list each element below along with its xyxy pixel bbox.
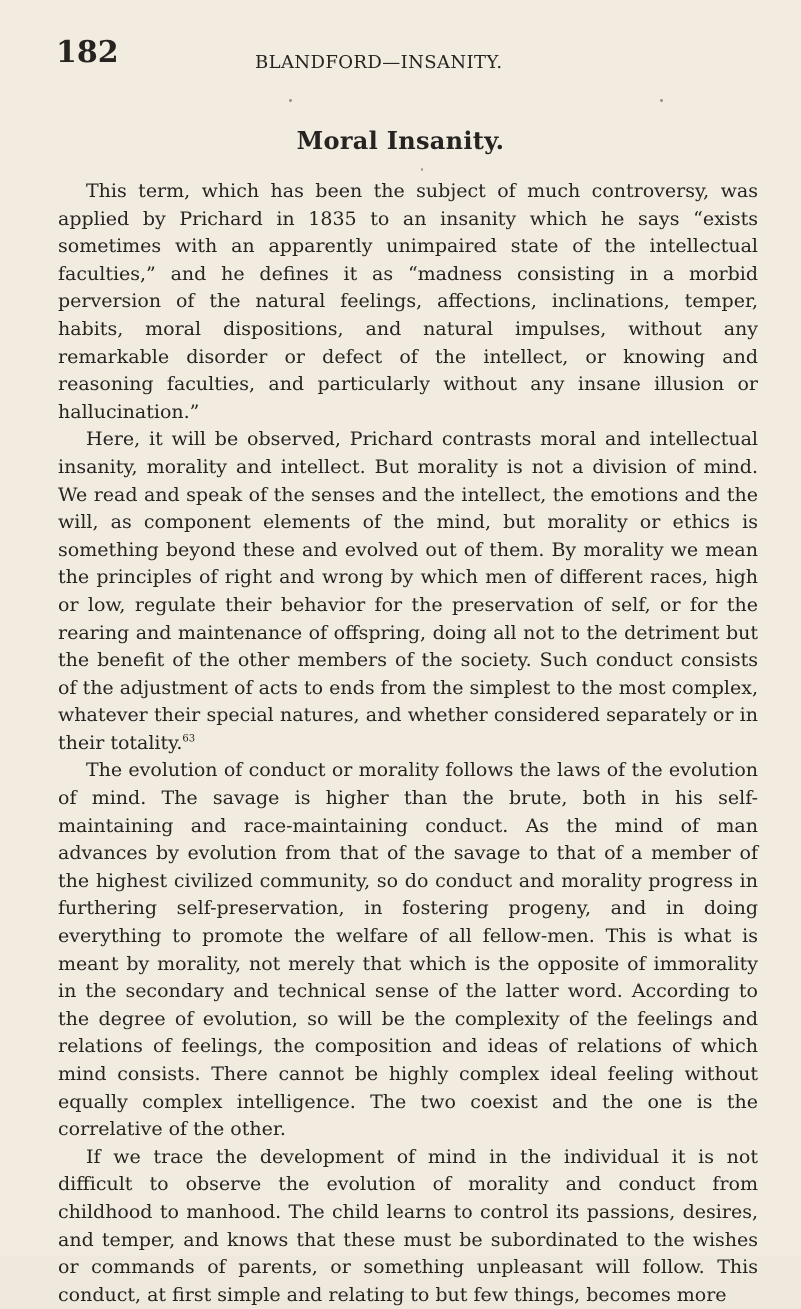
- paragraph: [58, 1144, 758, 1309]
- print-speck: [660, 99, 663, 102]
- paragraph-text: This term, which has been the subject of much controversy, was applied by Prichard in 1835 to an insanity which he says “exists sometimes with an apparently unimpaired state of the intellectual faculties,” and he defines it as “madness consisting in a morbid perversion of the natural feelings, affections, inclinations, temper, habits, moral dispositions, and natural impulses, without any remarkable disorder or defect of the intellect, or knowing and reasoning faculties, and particularly without any insane illusion or hallucination.”: [58, 180, 758, 423]
- paragraph-text: The evolution of conduct or morality follows the laws of the evolution of mind. The savage is higher than the brute, both in his self-maintaining and race-maintaining conduct. As the mind of man advances by evolution from that of the savage to that of a member of the highest civilized community, so do conduct and morality progress in furthering self-preservation, in fostering progeny, and in doing everything to promote the welfare of all fellow-men. This is what is meant by morality, not merely that which is the opposite of immorality in the secondary and technical sense of the latter word. According to the degree of evolution, so will be the complexity of the feelings and relations of feelings, the composition and ideas of relations of which mind consists. There cannot be highly complex ideal feeling without equally complex intelligence. The two coexist and the one is the correlative of the other.: [58, 759, 758, 1141]
- footnote-reference: 63: [182, 733, 196, 745]
- print-speck: [289, 99, 292, 102]
- body-text: [58, 178, 758, 1309]
- paragraph-text: Here, it will be observed, Prichard contrasts moral and intellectual insanity, morality and intellect. But morality is not a division of mind. We read and speak of the senses and the intellect, the emotions and the will, as component elements of the mind, but morality or ethics is something beyond these and evolved out of them. By morality we mean the principles of right and wrong by which men of different races, high or low, regulate their behavior for the preservation of self, or for the rearing and maintenance of offspring, doing all not to the detriment but the benefit of the other members of the society. Such conduct consists of the adjustment of acts to ends from the simplest to the most complex, whatever their special natures, and whether considered separately or in their totality.: [58, 428, 758, 754]
- print-speck: [421, 168, 423, 171]
- running-head: BLANDFORD—INSANITY.: [255, 52, 503, 73]
- paragraph: [58, 757, 758, 1143]
- paragraph: [58, 426, 758, 757]
- paragraph-text: If we trace the development of mind in the individual it is not difficult to observe the evolution of morality and conduct from childhood to manhood. The child learns to control its passions, desires, and temper, and knows that these must be subordinated to the wishes or commands of parents, or something unpleasant will follow. This conduct, at first simple and relating to but few things, becomes more: [58, 1145, 758, 1306]
- section-title: Moral Insanity.: [296, 126, 505, 155]
- page-number: 182: [56, 35, 119, 70]
- paragraph: [58, 178, 758, 426]
